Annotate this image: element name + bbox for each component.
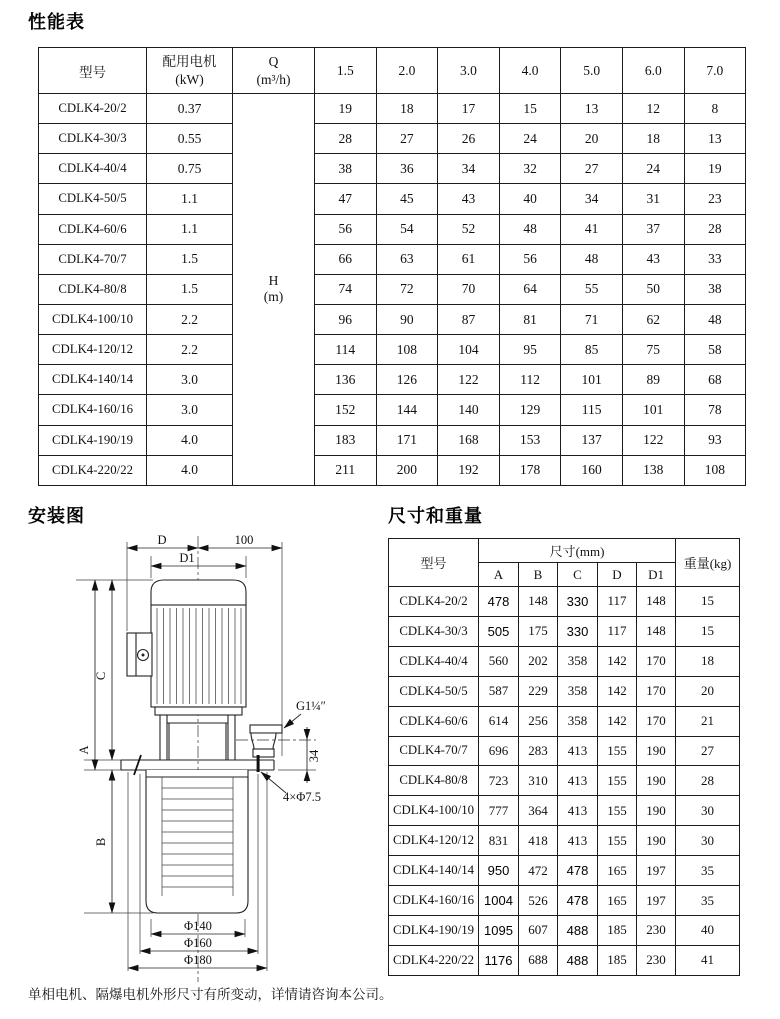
head-value-cell: 50 — [622, 274, 684, 304]
dim-cell: 142 — [598, 706, 637, 736]
head-value-cell: 19 — [684, 154, 746, 184]
model-cell: CDLK4-30/3 — [389, 616, 479, 646]
perf-row — [39, 184, 746, 214]
head-value-cell: 152 — [315, 395, 377, 425]
head-value-cell: 34 — [561, 184, 623, 214]
dims-row — [389, 587, 740, 617]
model-cell: CDLK4-80/8 — [39, 274, 147, 304]
head-value-cell: 56 — [499, 244, 561, 274]
model-cell: CDLK4-220/22 — [389, 945, 479, 975]
model-cell: CDLK4-60/6 — [389, 706, 479, 736]
head-value-cell: 13 — [684, 124, 746, 154]
head-value-cell: 41 — [561, 214, 623, 244]
dims-col-model: 型号 — [389, 539, 479, 587]
head-value-cell: 28 — [684, 214, 746, 244]
perf-row — [39, 244, 746, 274]
bolt-hole — [257, 755, 260, 772]
flow-label: Q — [268, 53, 279, 69]
dim-cell: 197 — [637, 856, 676, 886]
power-cell: 0.55 — [147, 124, 233, 154]
perf-col-motor — [147, 48, 233, 94]
head-value-cell: 78 — [684, 395, 746, 425]
pump-head — [160, 715, 235, 760]
perf-row — [39, 425, 746, 455]
dim-cell: 155 — [598, 736, 637, 766]
head-value-cell: 122 — [438, 365, 500, 395]
dim-label-a: A — [77, 745, 91, 755]
dims-row — [389, 676, 740, 706]
dim-cell: 478 — [558, 856, 598, 886]
dim-cell: 505 — [479, 616, 519, 646]
head-value-cell: 12 — [622, 94, 684, 124]
dim-cell: 148 — [637, 616, 676, 646]
top-dimensions — [127, 533, 282, 566]
head-value-cell: 48 — [561, 244, 623, 274]
head-value-cell: 23 — [684, 184, 746, 214]
dims-col-group: 尺寸(mm) — [479, 539, 676, 563]
model-cell: CDLK4-140/14 — [389, 856, 479, 886]
head-label: H — [268, 272, 279, 288]
head-value-cell: 70 — [438, 274, 500, 304]
perf-row — [39, 154, 746, 184]
model-cell: CDLK4-70/7 — [39, 244, 147, 274]
dim-cell: 777 — [479, 796, 519, 826]
installation-drawing — [20, 530, 380, 992]
perf-col-flow-4: 4.0 — [499, 48, 561, 94]
weight-cell: 21 — [676, 706, 740, 736]
head-value-cell: 63 — [376, 244, 438, 274]
dim-cell: 413 — [558, 796, 598, 826]
head-value-cell: 32 — [499, 154, 561, 184]
head-value-cell: 48 — [684, 304, 746, 334]
head-value-cell: 45 — [376, 184, 438, 214]
dim-cell: 185 — [598, 915, 637, 945]
model-cell: CDLK4-20/2 — [39, 94, 147, 124]
dim-cell: 230 — [637, 915, 676, 945]
dims-row — [389, 616, 740, 646]
dim-cell: 155 — [598, 826, 637, 856]
dims-row — [389, 886, 740, 916]
model-cell: CDLK4-120/12 — [389, 826, 479, 856]
head-value-cell: 160 — [561, 455, 623, 485]
dim-cell: 283 — [519, 736, 558, 766]
dim-cell: 364 — [519, 796, 558, 826]
model-cell: CDLK4-190/19 — [39, 425, 147, 455]
dim-cell: 229 — [519, 676, 558, 706]
power-cell: 4.0 — [147, 455, 233, 485]
dim-cell: 165 — [598, 886, 637, 916]
head-value-cell: 27 — [561, 154, 623, 184]
perf-col-flow-3: 3.0 — [438, 48, 500, 94]
head-value-cell: 81 — [499, 304, 561, 334]
dim-cell: 688 — [519, 945, 558, 975]
dim-cell: 170 — [637, 646, 676, 676]
weight-cell: 28 — [676, 766, 740, 796]
head-value-cell: 136 — [315, 365, 377, 395]
head-value-cell: 18 — [622, 124, 684, 154]
performance-table — [38, 47, 746, 486]
dim-cell: 587 — [479, 676, 519, 706]
dim-cell: 723 — [479, 766, 519, 796]
perf-row — [39, 335, 746, 365]
dim-label-d1: D1 — [179, 551, 195, 565]
model-cell: CDLK4-20/2 — [389, 587, 479, 617]
dim-cell: 950 — [479, 856, 519, 886]
head-value-cell: 112 — [499, 365, 561, 395]
model-cell: CDLK4-140/14 — [39, 365, 147, 395]
head-value-cell: 24 — [622, 154, 684, 184]
motor-unit: (kW) — [175, 71, 204, 87]
perf-col-flow-6: 6.0 — [622, 48, 684, 94]
weight-cell: 35 — [676, 886, 740, 916]
dim-label-dia160: Φ160 — [184, 936, 212, 950]
head-value-cell: 15 — [499, 94, 561, 124]
dim-cell: 155 — [598, 796, 637, 826]
head-value-cell: 36 — [376, 154, 438, 184]
head-merged-cell — [233, 94, 315, 486]
head-value-cell: 19 — [315, 94, 377, 124]
power-cell: 1.1 — [147, 184, 233, 214]
dim-label-c: C — [94, 671, 108, 681]
head-value-cell: 26 — [438, 124, 500, 154]
head-value-cell: 34 — [438, 154, 500, 184]
dim-cell: 358 — [558, 706, 598, 736]
model-cell: CDLK4-30/3 — [39, 124, 147, 154]
dims-row — [389, 766, 740, 796]
head-value-cell: 101 — [561, 365, 623, 395]
dim-cell: 170 — [637, 676, 676, 706]
head-value-cell: 38 — [684, 274, 746, 304]
head-value-cell: 55 — [561, 274, 623, 304]
dim-cell: 418 — [519, 826, 558, 856]
weight-cell: 15 — [676, 616, 740, 646]
dims-col-a: A — [479, 563, 519, 587]
dim-cell: 560 — [479, 646, 519, 676]
head-value-cell: 171 — [376, 425, 438, 455]
port-thread-label: G1¼″ — [296, 699, 326, 713]
dim-cell: 413 — [558, 736, 598, 766]
dim-cell: 478 — [479, 587, 519, 617]
dims-row — [389, 826, 740, 856]
dim-cell: 831 — [479, 826, 519, 856]
head-value-cell: 66 — [315, 244, 377, 274]
dim-cell: 190 — [637, 826, 676, 856]
dim-cell: 185 — [598, 945, 637, 975]
weight-cell: 30 — [676, 796, 740, 826]
perf-row — [39, 274, 746, 304]
dim-cell: 696 — [479, 736, 519, 766]
head-value-cell: 192 — [438, 455, 500, 485]
head-value-cell: 47 — [315, 184, 377, 214]
dim-cell: 202 — [519, 646, 558, 676]
dims-row — [389, 856, 740, 886]
weight-cell: 18 — [676, 646, 740, 676]
perf-row — [39, 304, 746, 334]
dim-cell: 190 — [637, 736, 676, 766]
head-value-cell: 115 — [561, 395, 623, 425]
holes-label: 4×Φ7.5 — [283, 790, 322, 804]
dim-cell: 148 — [519, 587, 558, 617]
dim-cell: 413 — [558, 766, 598, 796]
dim-label-100: 100 — [234, 533, 254, 547]
dims-row — [389, 945, 740, 975]
head-value-cell: 62 — [622, 304, 684, 334]
model-cell: CDLK4-160/16 — [39, 395, 147, 425]
head-value-cell: 144 — [376, 395, 438, 425]
dim-cell: 607 — [519, 915, 558, 945]
vertical-dimensions — [77, 580, 112, 913]
dim-cell: 117 — [598, 616, 637, 646]
dims-col-d1: D1 — [637, 563, 676, 587]
installation-title: 安装图 — [28, 506, 85, 527]
dims-row — [389, 796, 740, 826]
model-cell: CDLK4-40/4 — [389, 646, 479, 676]
head-value-cell: 108 — [684, 455, 746, 485]
head-value-cell: 17 — [438, 94, 500, 124]
head-value-cell: 56 — [315, 214, 377, 244]
performance-table-title: 性能表 — [28, 12, 85, 33]
model-cell: CDLK4-220/22 — [39, 455, 147, 485]
perf-row — [39, 94, 746, 124]
head-value-cell: 140 — [438, 395, 500, 425]
dim-cell: 526 — [519, 886, 558, 916]
weight-cell: 15 — [676, 587, 740, 617]
dim-cell: 256 — [519, 706, 558, 736]
dimensions-weight-table — [388, 538, 740, 976]
perf-row — [39, 214, 746, 244]
model-cell: CDLK4-100/10 — [389, 796, 479, 826]
perf-row — [39, 124, 746, 154]
dims-col-b: B — [519, 563, 558, 587]
dim-cell: 310 — [519, 766, 558, 796]
model-cell: CDLK4-40/4 — [39, 154, 147, 184]
head-value-cell: 96 — [315, 304, 377, 334]
perf-row — [39, 395, 746, 425]
dim-cell: 330 — [558, 587, 598, 617]
perf-row — [39, 365, 746, 395]
perf-col-flow-2: 2.0 — [376, 48, 438, 94]
head-value-cell: 75 — [622, 335, 684, 365]
perf-row — [39, 455, 746, 485]
head-value-cell: 129 — [499, 395, 561, 425]
weight-cell: 41 — [676, 945, 740, 975]
model-cell: CDLK4-120/12 — [39, 335, 147, 365]
dim-cell: 358 — [558, 646, 598, 676]
pump-barrel — [146, 770, 248, 913]
head-value-cell: 68 — [684, 365, 746, 395]
dims-row — [389, 706, 740, 736]
dim-label-d: D — [157, 533, 167, 547]
perf-col-model: 型号 — [39, 48, 147, 94]
dim-cell: 165 — [598, 856, 637, 886]
dim-cell: 175 — [519, 616, 558, 646]
dims-row — [389, 915, 740, 945]
head-value-cell: 137 — [561, 425, 623, 455]
dim-cell: 230 — [637, 945, 676, 975]
dim-cell: 197 — [637, 886, 676, 916]
head-value-cell: 178 — [499, 455, 561, 485]
head-value-cell: 90 — [376, 304, 438, 334]
head-value-cell: 52 — [438, 214, 500, 244]
dim-cell: 170 — [637, 706, 676, 736]
dims-row — [389, 646, 740, 676]
perf-table-body — [39, 94, 746, 486]
power-cell: 2.2 — [147, 304, 233, 334]
head-value-cell: 20 — [561, 124, 623, 154]
dims-col-d: D — [598, 563, 637, 587]
dim-cell: 413 — [558, 826, 598, 856]
dim-cell: 148 — [637, 587, 676, 617]
weight-cell: 30 — [676, 826, 740, 856]
dim-cell: 330 — [558, 616, 598, 646]
head-value-cell: 200 — [376, 455, 438, 485]
head-value-cell: 108 — [376, 335, 438, 365]
head-value-cell: 87 — [438, 304, 500, 334]
head-value-cell: 13 — [561, 94, 623, 124]
dims-col-weight: 重量(kg) — [676, 539, 740, 587]
model-cell: CDLK4-80/8 — [389, 766, 479, 796]
head-value-cell: 85 — [561, 335, 623, 365]
head-value-cell: 37 — [622, 214, 684, 244]
power-cell: 1.1 — [147, 214, 233, 244]
power-cell: 4.0 — [147, 425, 233, 455]
dim-cell: 1004 — [479, 886, 519, 916]
dim-cell: 1095 — [479, 915, 519, 945]
head-value-cell: 89 — [622, 365, 684, 395]
head-value-cell: 24 — [499, 124, 561, 154]
dims-table-title: 尺寸和重量 — [388, 506, 483, 527]
power-cell: 1.5 — [147, 244, 233, 274]
model-cell: CDLK4-60/6 — [39, 214, 147, 244]
model-cell: CDLK4-50/5 — [389, 676, 479, 706]
head-value-cell: 61 — [438, 244, 500, 274]
dim-cell: 117 — [598, 587, 637, 617]
head-value-cell: 33 — [684, 244, 746, 274]
head-value-cell: 72 — [376, 274, 438, 304]
power-cell: 1.5 — [147, 274, 233, 304]
dim-cell: 614 — [479, 706, 519, 736]
perf-col-flow-7: 7.0 — [684, 48, 746, 94]
model-cell: CDLK4-160/16 — [389, 886, 479, 916]
power-cell: 0.75 — [147, 154, 233, 184]
dim-cell: 488 — [558, 945, 598, 975]
head-value-cell: 114 — [315, 335, 377, 365]
perf-header-row — [39, 48, 746, 94]
dim-cell: 190 — [637, 766, 676, 796]
head-value-cell: 43 — [622, 244, 684, 274]
head-value-cell: 153 — [499, 425, 561, 455]
diameter-dimensions — [128, 919, 267, 968]
dim-label-b: B — [94, 837, 108, 847]
head-value-cell: 64 — [499, 274, 561, 304]
dim-cell: 142 — [598, 676, 637, 706]
dim-cell: 472 — [519, 856, 558, 886]
dim-label-dia180: Φ180 — [184, 953, 212, 967]
dims-col-c: C — [558, 563, 598, 587]
head-value-cell: 183 — [315, 425, 377, 455]
motor-outline — [127, 580, 246, 715]
dims-table-body — [389, 587, 740, 976]
head-value-cell: 40 — [499, 184, 561, 214]
dim-cell: 478 — [558, 886, 598, 916]
head-value-cell: 122 — [622, 425, 684, 455]
dim-cell: 488 — [558, 915, 598, 945]
weight-cell: 40 — [676, 915, 740, 945]
dim-label-dia140: Φ140 — [184, 919, 212, 933]
head-value-cell: 31 — [622, 184, 684, 214]
model-cell: CDLK4-50/5 — [39, 184, 147, 214]
footnote: 单相电机、隔爆电机外形尺寸有所变动，详情请咨询本公司。 — [28, 987, 393, 1002]
perf-col-flow-1: 1.5 — [315, 48, 377, 94]
model-cell: CDLK4-190/19 — [389, 915, 479, 945]
head-value-cell: 74 — [315, 274, 377, 304]
dim-cell: 1176 — [479, 945, 519, 975]
power-cell: 3.0 — [147, 365, 233, 395]
dims-row — [389, 736, 740, 766]
power-cell: 0.37 — [147, 94, 233, 124]
head-value-cell: 71 — [561, 304, 623, 334]
head-value-cell: 93 — [684, 425, 746, 455]
head-value-cell: 43 — [438, 184, 500, 214]
head-value-cell: 38 — [315, 154, 377, 184]
dim-cell: 155 — [598, 766, 637, 796]
model-cell: CDLK4-100/10 — [39, 304, 147, 334]
head-value-cell: 104 — [438, 335, 500, 365]
head-value-cell: 138 — [622, 455, 684, 485]
head-value-cell: 211 — [315, 455, 377, 485]
head-value-cell: 168 — [438, 425, 500, 455]
weight-cell: 20 — [676, 676, 740, 706]
head-value-cell: 48 — [499, 214, 561, 244]
flow-unit: (m³/h) — [256, 71, 291, 87]
head-value-cell: 101 — [622, 395, 684, 425]
head-unit: (m) — [263, 289, 284, 305]
power-cell: 2.2 — [147, 335, 233, 365]
head-value-cell: 18 — [376, 94, 438, 124]
weight-cell: 27 — [676, 736, 740, 766]
weight-cell: 35 — [676, 856, 740, 886]
model-cell: CDLK4-70/7 — [389, 736, 479, 766]
dim-cell: 358 — [558, 676, 598, 706]
head-value-cell: 126 — [376, 365, 438, 395]
head-value-cell: 27 — [376, 124, 438, 154]
dim-cell: 142 — [598, 646, 637, 676]
head-value-cell: 8 — [684, 94, 746, 124]
dims-header-row-1 — [389, 539, 740, 563]
motor-label: 配用电机 — [162, 53, 217, 69]
dim-label-34: 34 — [307, 749, 321, 763]
head-value-cell: 28 — [315, 124, 377, 154]
dim-cell: 190 — [637, 796, 676, 826]
perf-col-flow — [233, 48, 315, 94]
head-value-cell: 54 — [376, 214, 438, 244]
head-value-cell: 58 — [684, 335, 746, 365]
perf-col-flow-5: 5.0 — [561, 48, 623, 94]
head-value-cell: 95 — [499, 335, 561, 365]
power-cell: 3.0 — [147, 395, 233, 425]
